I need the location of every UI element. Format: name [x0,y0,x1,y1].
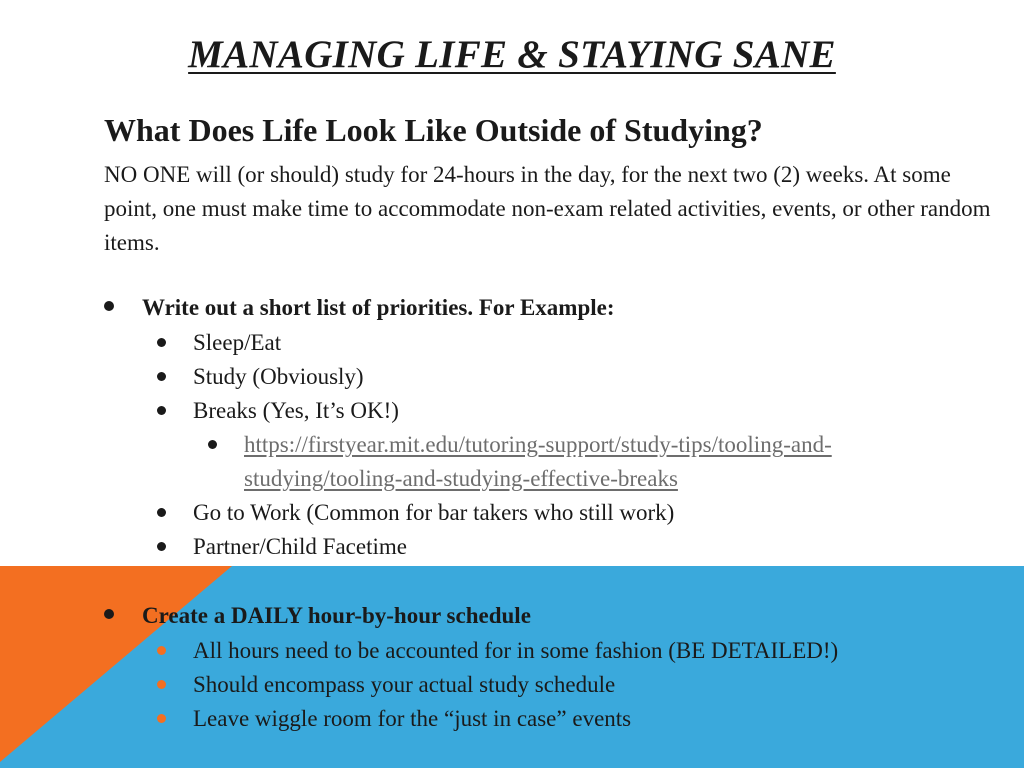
schedule-item: All hours need to be accounted for in some fashion (BE DETAILED!) [193,638,839,663]
bullet-icon [157,508,166,517]
bullet-icon [157,372,166,381]
slide-title: MANAGING LIFE & STAYING SANE [188,33,836,76]
priority-item: Study (Obviously) [193,364,364,389]
breaks-link-line1[interactable]: https://firstyear.mit.edu/tutoring-support/study-tips/tooling-and- [244,432,832,457]
priorities-label: Write out a short list of priorities. For Example: [142,295,615,320]
priority-item: Partner/Child Facetime [193,534,407,559]
schedule-label: Create a DAILY hour-by-hour schedule [142,603,531,628]
priority-item: Go to Work (Common for bar takers who still work) [193,500,675,525]
bullet-icon [157,714,166,723]
section-heading: What Does Life Look Like Outside of Studying? [104,112,763,148]
bullet-icon [104,609,114,619]
bullet-icon [104,301,114,311]
bullet-icon [157,542,166,551]
schedule-item: Leave wiggle room for the “just in case” events [193,706,632,731]
bullet-icon [208,440,217,449]
bullet-icon [157,680,166,689]
bullet-icon [157,338,166,347]
schedule-item: Should encompass your actual study schedule [193,672,616,697]
breaks-link-line2[interactable]: studying/tooling-and-studying-effective-breaks [244,466,678,491]
intro-paragraph: NO ONE will (or should) study for 24-hours in the day, for the next two (2) weeks. At some point, one must make time to accommodate non-exam related activities, events, or other random items. [104,162,991,255]
bullet-icon [157,646,166,655]
bullet-icon [157,406,166,415]
priority-item: Breaks (Yes, It’s OK!) [193,398,399,423]
priority-item: Sleep/Eat [193,330,282,355]
